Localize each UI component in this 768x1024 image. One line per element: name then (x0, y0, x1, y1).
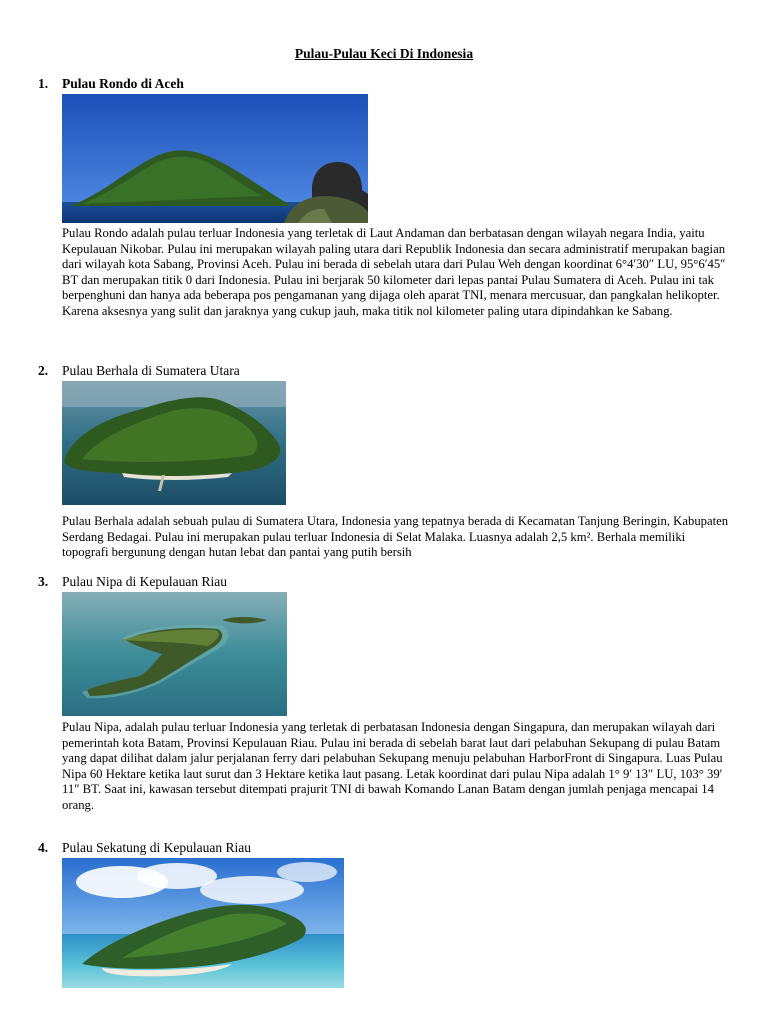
document-title: Pulau-Pulau Keci Di Indonesia (294, 46, 474, 61)
pulau-nipa-photo (62, 592, 287, 716)
section-title: Pulau Sekatung di Kepulauan Riau (62, 840, 251, 855)
section-number: 3. (38, 574, 49, 589)
pulau-rondo-photo (62, 94, 368, 223)
section-1-paragraph: Pulau Rondo adalah pulau terluar Indonesia yang terletak di Laut Andaman dan berbatasan dengan wilayah negara India, yaitu Kepulauan Nikobar. Pulau ini merupakan wilayah paling utara dari Republik Indonesia dan secara administratif merupakan bagian dari wilayah kota Sabang, Provinsi Aceh. Pulau ini berada di sebelah utara dari Pulau Weh dengan koordinat 6°4′30″ LU, 95°6′45″ BT dan merupakan titik 0 dari Indonesia. Pulau ini berjarak 50 kilometer dari lepas pantai Pulau Sumatera di Aceh. Pulau ini tak berpenghuni dan hanya ada beberapa pos pengamanan yang dijaga oleh aparat TNI, menara mercusuar, dan pangkalan helikopter. Karena aksesnya yang sulit dan jaraknya yang cukup jauh, maka titik nol kilometer paling utara dipindahkan ke Sabang. (62, 226, 726, 318)
section-2-paragraph: Pulau Berhala adalah sebuah pulau di Sumatera Utara, Indonesia yang tepatnya berada di Kecamatan Tanjung Beringin, Kabupaten Serdang Bedagai. Pulau ini merupakan pulau terluar Indonesia di Selat Malaka. Luasnya adalah 2,5 km². Berhala memiliki topografi bergunung dengan hutan lebat dan pantai yang putih bersih (62, 514, 729, 560)
section-number: 2. (38, 363, 49, 378)
section-1-heading (38, 76, 184, 92)
section-3-paragraph: Pulau Nipa, adalah pulau terluar Indonesia yang terletak di perbatasan Indonesia dengan Singapura, dan merupakan wilayah dari pemerintah kota Batam, Provinsi Kepulauan Riau. Pulau ini berada di sebelah barat laut dari pelabuhan Sekupang di pulau Batam yang dapat dilihat dalam jalur perjalanan ferry dari pelabuhan Sekupang menuju pelabuhan HarborFront di Singapura. Luas Pulau Nipa 60 Hektare ketika laut surut dan 3 Hektare ketika laut pasang. Letak koordinat dari pulau Nipa adalah 1° 9′ 13″ LU, 103° 39′ 11″ BT. Saat ini, kawasan tersebut ditempati prajurit TNI di bawah Komando Lanan Batam dengan jumlah penjaga mencapai 14 orang. (62, 720, 723, 812)
pulau-sekatung-photo (62, 858, 344, 988)
section-number: 1. (38, 76, 49, 91)
section-4-heading (38, 840, 251, 856)
section-3-heading (38, 574, 227, 590)
section-number: 4. (38, 840, 49, 855)
section-title: Pulau Rondo di Aceh (62, 76, 184, 91)
pulau-berhala-photo (62, 381, 286, 505)
section-2-heading (38, 363, 240, 379)
section-title: Pulau Berhala di Sumatera Utara (62, 363, 240, 378)
section-title: Pulau Nipa di Kepulauan Riau (62, 574, 227, 589)
